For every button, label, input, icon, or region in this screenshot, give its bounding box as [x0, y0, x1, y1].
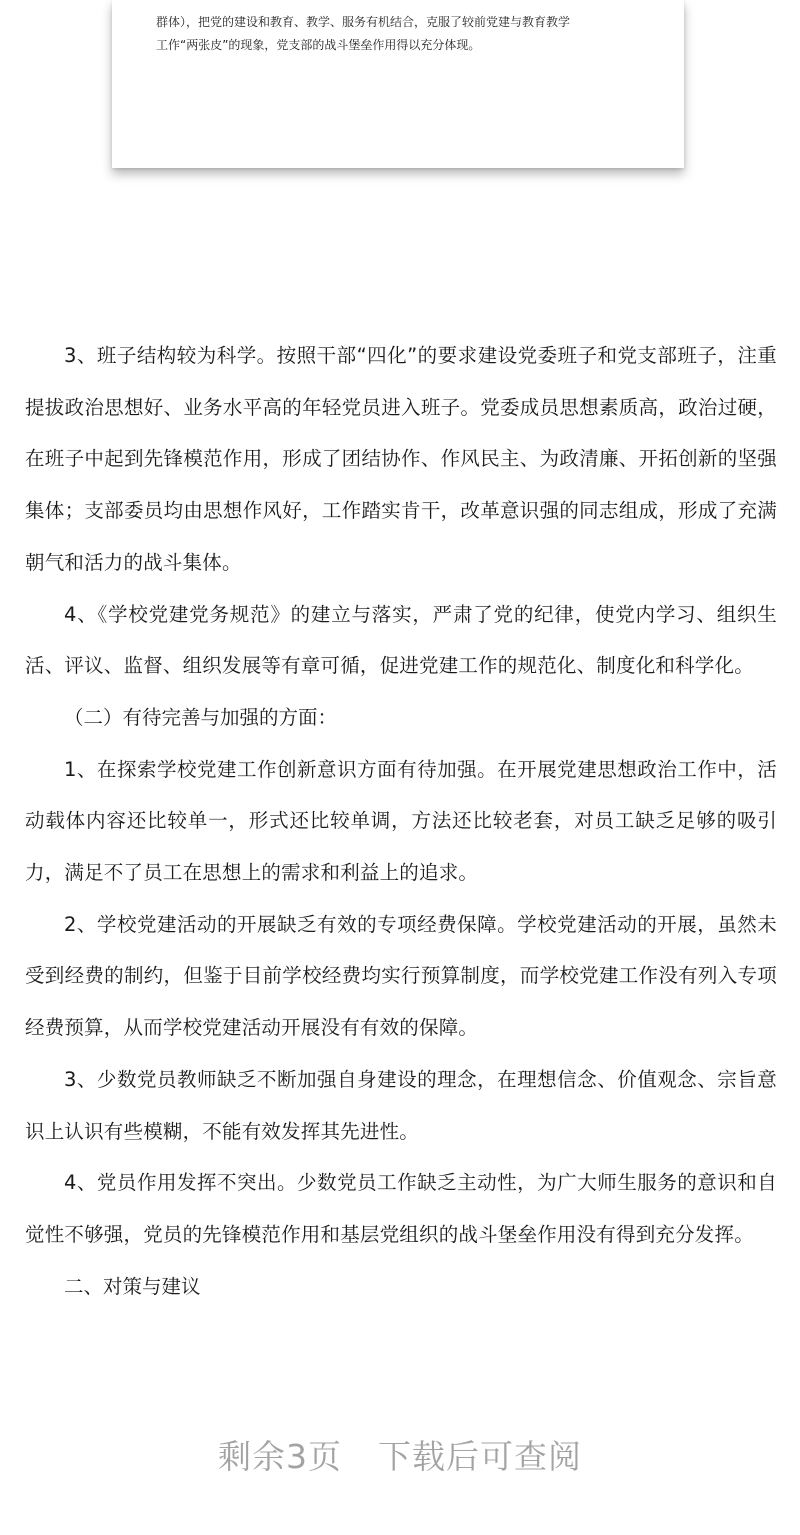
section-heading-suggestions: 二、对策与建议 [64, 1274, 201, 1298]
preview-text-line: 工作“两张皮”的现象，党支部的战斗堡垒作用得以充分体现。 [156, 38, 481, 52]
remaining-pages-label: 剩余3页 [218, 1437, 342, 1476]
paragraph-member-role: 4、党员作用发挥不突出。少数党员工作缺乏主动性，为广大师生服务的意识和自觉性不够强，党员的先锋模范作用和基层党组织的战斗堡垒作用没有得到充分发挥。 [25, 1171, 777, 1246]
download-more-banner[interactable] [0, 1432, 800, 1482]
download-prompt-label: 下载后可查阅 [378, 1437, 582, 1476]
preview-text-line: 群体），把党的建设和教育、教学、服务有机结合，克服了较前党建与教育教学 [156, 15, 571, 29]
paragraph-party-norms: 4、《学校党建党务规范》的建立与落实，严肃了党的纪律，使党内学习、组织生活、评议、监督、组织发展等有章可循，促进党建工作的规范化、制度化和科学化。 [25, 602, 777, 678]
paragraph-funding: 2、学校党建活动的开展缺乏有效的专项经费保障。学校党建活动的开展，虽然未受到经费的制约，但鉴于目前学校经费均实行预算制度，而学校党建工作没有列入专项经费预算，从而学校党建活动开展没有有效的保障。 [25, 912, 777, 1040]
paragraph-innovation: 1、在探索学校党建工作创新意识方面有待加强。在开展党建思想政治工作中，活动载体内容还比较单一，形式还比较单调，方法还比较老套，对员工缺乏足够的吸引力，满足不了员工在思想上的需求和利益上的追求。 [25, 757, 777, 885]
document-body [25, 330, 777, 1312]
paragraph-team-structure: 3、班子结构较为科学。按照干部“四化”的要求建设党委班子和党支部班子，注重提拔政治思想好、业务水平高的年轻党员进入班子。党委成员思想素质高，政治过硬，在班子中起到先锋模范作用，形成了团结协作、作风民主、为政清廉、开拓创新的坚强集体；支部委员均由思想作风好，工作踏实肯干，改革意识强的同志组成，形成了充满朝气和活力的战斗集体。 [25, 344, 777, 574]
section-heading-improvements: （二）有待完善与加强的方面： [64, 705, 338, 729]
paragraph-self-development: 3、少数党员教师缺乏不断加强自身建设的理念，在理想信念、价值观念、宗旨意识上认识有些模糊，不能有效发挥其先进性。 [25, 1067, 777, 1143]
preview-page-card [112, 0, 684, 168]
